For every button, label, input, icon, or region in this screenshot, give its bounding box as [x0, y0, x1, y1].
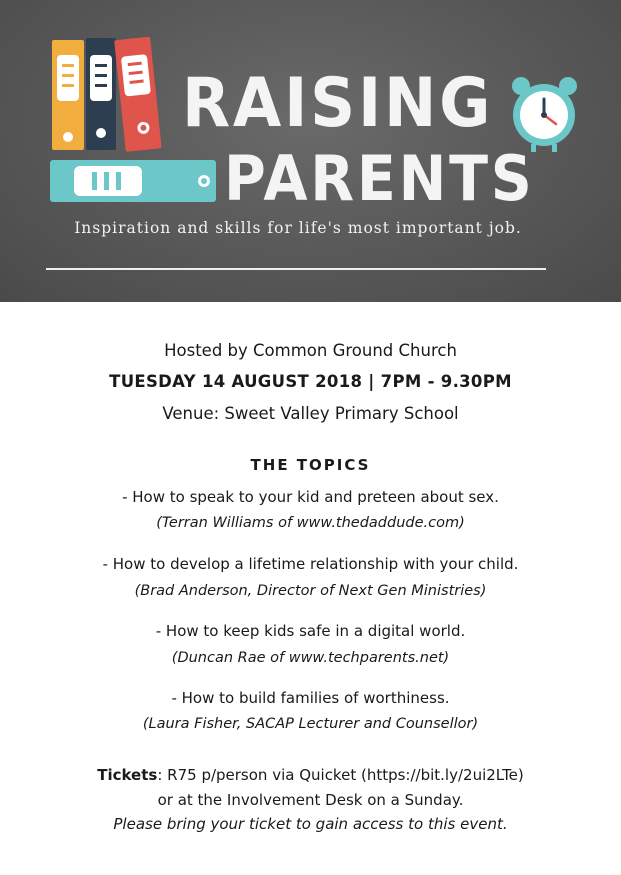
topic-title: - How to speak to your kid and preteen about sex. — [122, 488, 499, 506]
topic-title: - How to build families of worthiness. — [171, 689, 450, 707]
tickets-line — [0, 766, 621, 784]
divider — [46, 268, 546, 270]
header-banner — [0, 0, 621, 302]
tickets-desk: or at the Involvement Desk on a Sunday. — [157, 791, 464, 809]
title-parents: PARENTS — [224, 142, 535, 215]
topics-heading: THE TOPICS — [250, 456, 371, 474]
tagline: Inspiration and skills for life's most important job. — [74, 219, 522, 237]
topic-speaker: (Terran Williams of www.thedaddude.com) — [156, 515, 465, 531]
event-venue: Venue: Sweet Valley Primary School — [162, 404, 459, 423]
tickets-details: : R75 p/person via Quicket (https://bit.ly/2ui2LTe) — [157, 766, 524, 784]
title-raising: RAISING — [182, 64, 494, 143]
topic-title: - How to develop a lifetime relationship with your child. — [102, 555, 519, 573]
topic-speaker: (Duncan Rae of www.techparents.net) — [171, 650, 450, 666]
tickets-note: Please bring your ticket to gain access to this event. — [113, 815, 508, 833]
hosted-by: Hosted by Common Ground Church — [164, 341, 457, 360]
topic-speaker: (Brad Anderson, Director of Next Gen Ministries) — [134, 583, 487, 599]
tickets-label: Tickets — [97, 766, 158, 784]
topic-speaker: (Laura Fisher, SACAP Lecturer and Counsellor) — [142, 716, 479, 732]
alarm-clock-icon — [512, 77, 577, 152]
event-date: TUESDAY 14 AUGUST 2018 | 7PM - 9.30PM — [109, 372, 512, 391]
topic-title: - How to keep kids safe in a digital world. — [155, 622, 466, 640]
